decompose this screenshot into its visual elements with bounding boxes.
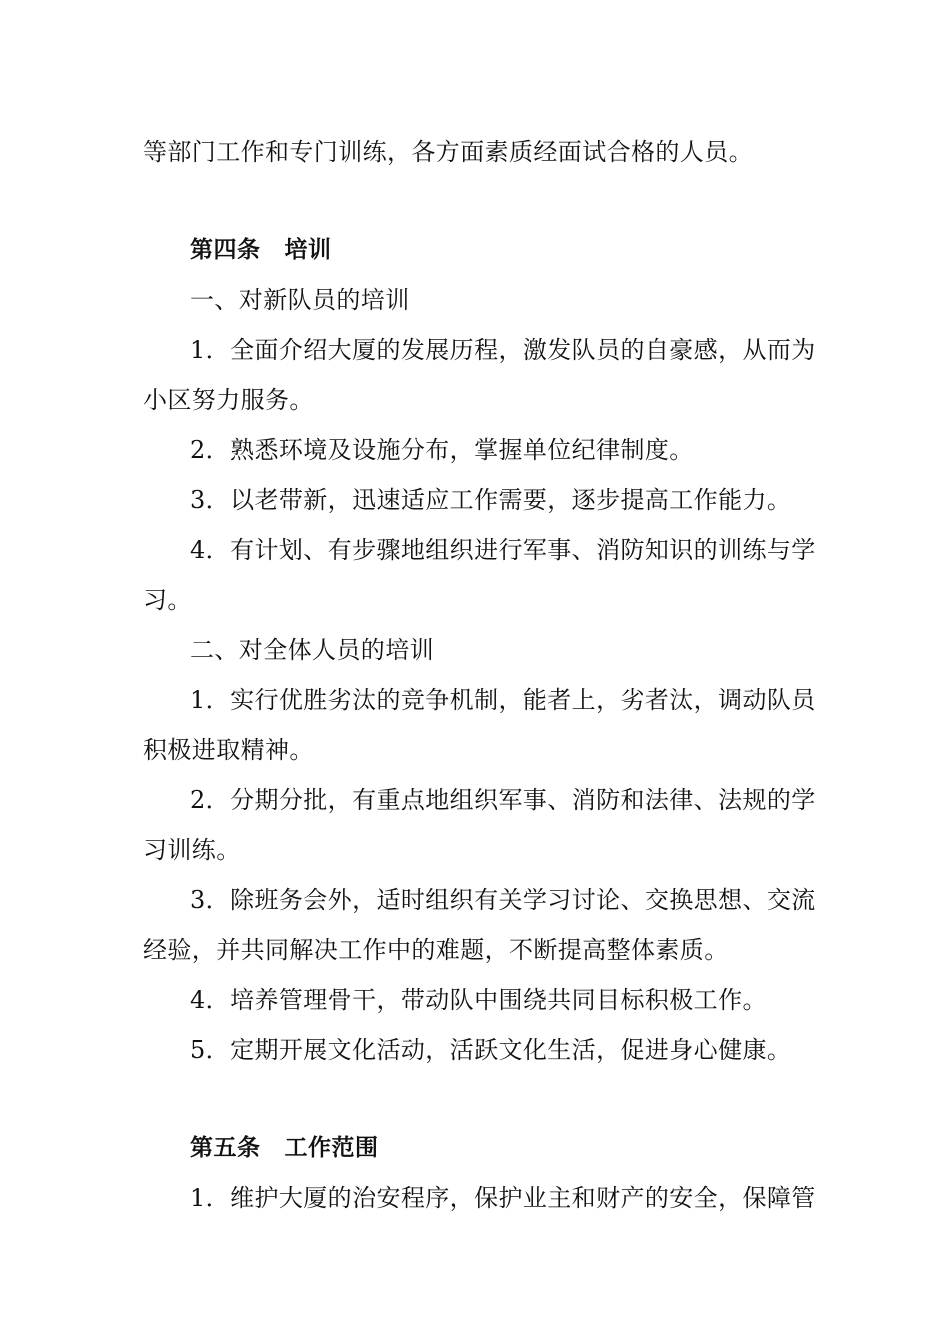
section-1-item-1-line-2: 小区努力服务。 [143,386,314,414]
article-4-title: 培训 [284,237,332,263]
section-2-item-4: 4．培养管理骨干，带动队中围绕共同目标积极工作。 [190,986,767,1014]
section-1-item-2: 2．熟悉环境及设施分布，掌握单位纪律制度。 [190,436,694,464]
section-2-item-5: 5．定期开展文化活动，活跃文化生活，促进身心健康。 [190,1036,792,1064]
paragraph-continuation: 等部门工作和专门训练，各方面素质经面试合格的人员。 [143,138,753,166]
section-2-item-1-line-2: 积极进取精神。 [143,736,314,764]
section-2-item-1-line-1: 1．实行优胜劣汰的竞争机制，能者上，劣者汰，调动队员 [190,686,816,714]
section-1-item-1-line-1: 1．全面介绍大厦的发展历程，激发队员的自豪感，从而为 [190,336,816,364]
section-1-item-4-line-1: 4．有计划、有步骤地组织进行军事、消防知识的训练与学 [190,536,816,564]
article-5-number: 第五条 [190,1135,261,1161]
section-1-item-4-line-2: 习。 [143,586,192,614]
article-5-heading [190,1132,379,1164]
article-5-item-1-line-1: 1．维护大厦的治安程序，保护业主和财产的安全，保障管 [190,1184,816,1212]
section-2-item-3-line-1: 3．除班务会外，适时组织有关学习讨论、交换思想、交流 [190,886,816,914]
article-4-number: 第四条 [190,237,261,263]
article-4-heading [190,234,332,266]
section-1-title: 一、对新队员的培训 [190,286,410,314]
article-5-title: 工作范围 [284,1135,379,1161]
section-2-item-2-line-1: 2．分期分批，有重点地组织军事、消防和法律、法规的学 [190,786,816,814]
section-1-item-3: 3．以老带新，迅速适应工作需要，逐步提高工作能力。 [190,486,792,514]
section-2-item-3-line-2: 经验，并共同解决工作中的难题，不断提高整体素质。 [143,936,729,964]
section-2-item-2-line-2: 习训练。 [143,836,241,864]
section-2-title: 二、对全体人员的培训 [190,636,434,664]
